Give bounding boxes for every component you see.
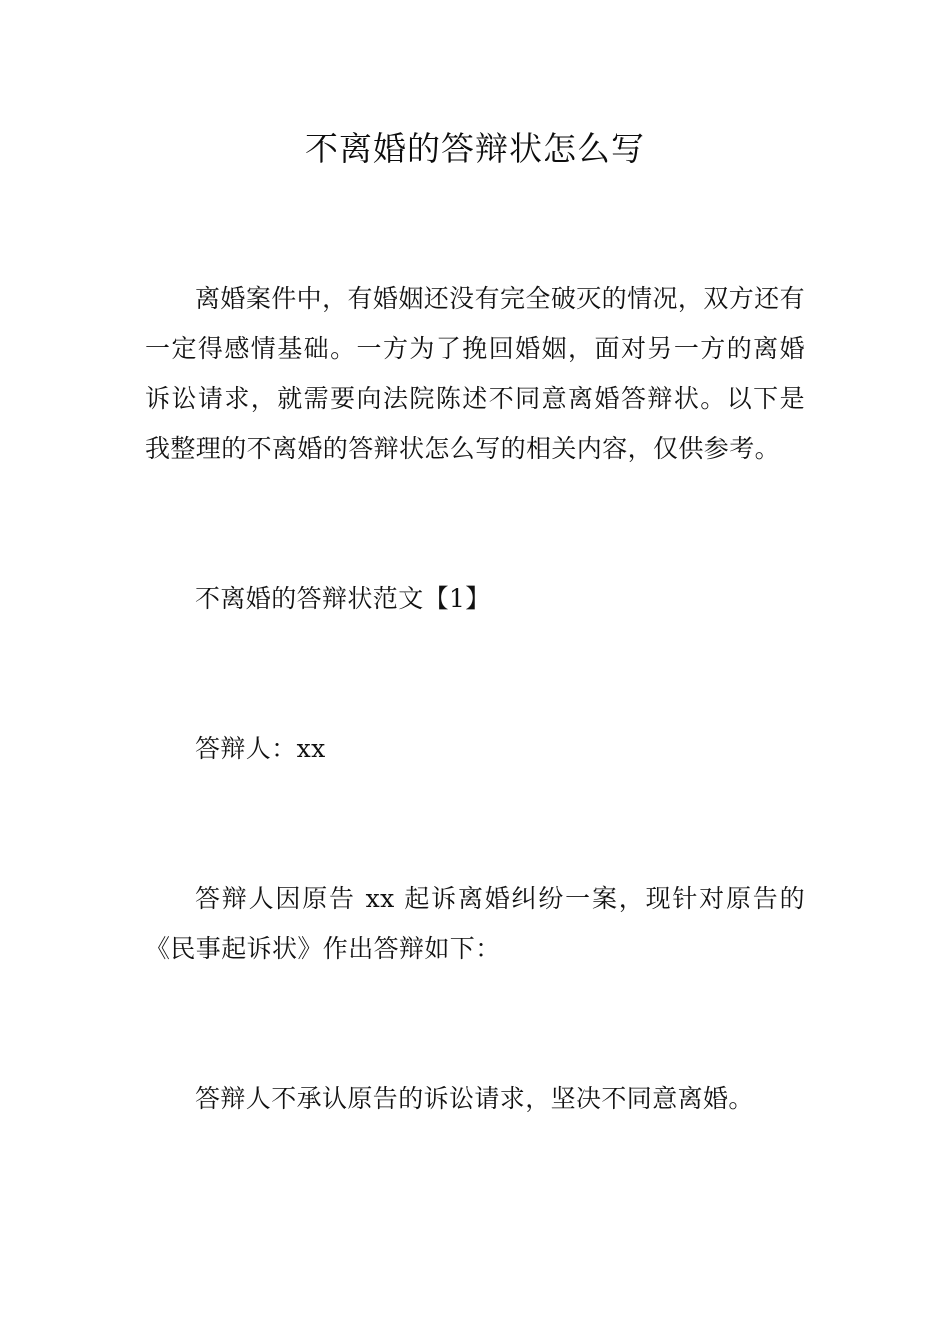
defense-paragraph-2: 答辩人不承认原告的诉讼请求，坚决不同意离婚。: [195, 1084, 754, 1113]
sample-heading: 不离婚的答辩状范文【1】: [195, 584, 491, 613]
document-title: 不离婚的答辩状怎么写: [305, 129, 645, 168]
intro-paragraph: 离婚案件中，有婚姻还没有完全破灭的情况，双方还有一定得感情基础。一方为了挽回婚姻，面对另一方的离婚诉讼请求，就需要向法院陈述不同意离婚答辩状。以下是我整理的不离婚的答辩状怎么写的相关内容，仅供参考。: [145, 284, 805, 463]
respondent-line: 答辩人：xx: [195, 734, 326, 763]
defense-paragraph-1: 答辩人因原告 xx 起诉离婚纠纷一案，现针对原告的《民事起诉状》作出答辩如下：: [145, 884, 805, 963]
